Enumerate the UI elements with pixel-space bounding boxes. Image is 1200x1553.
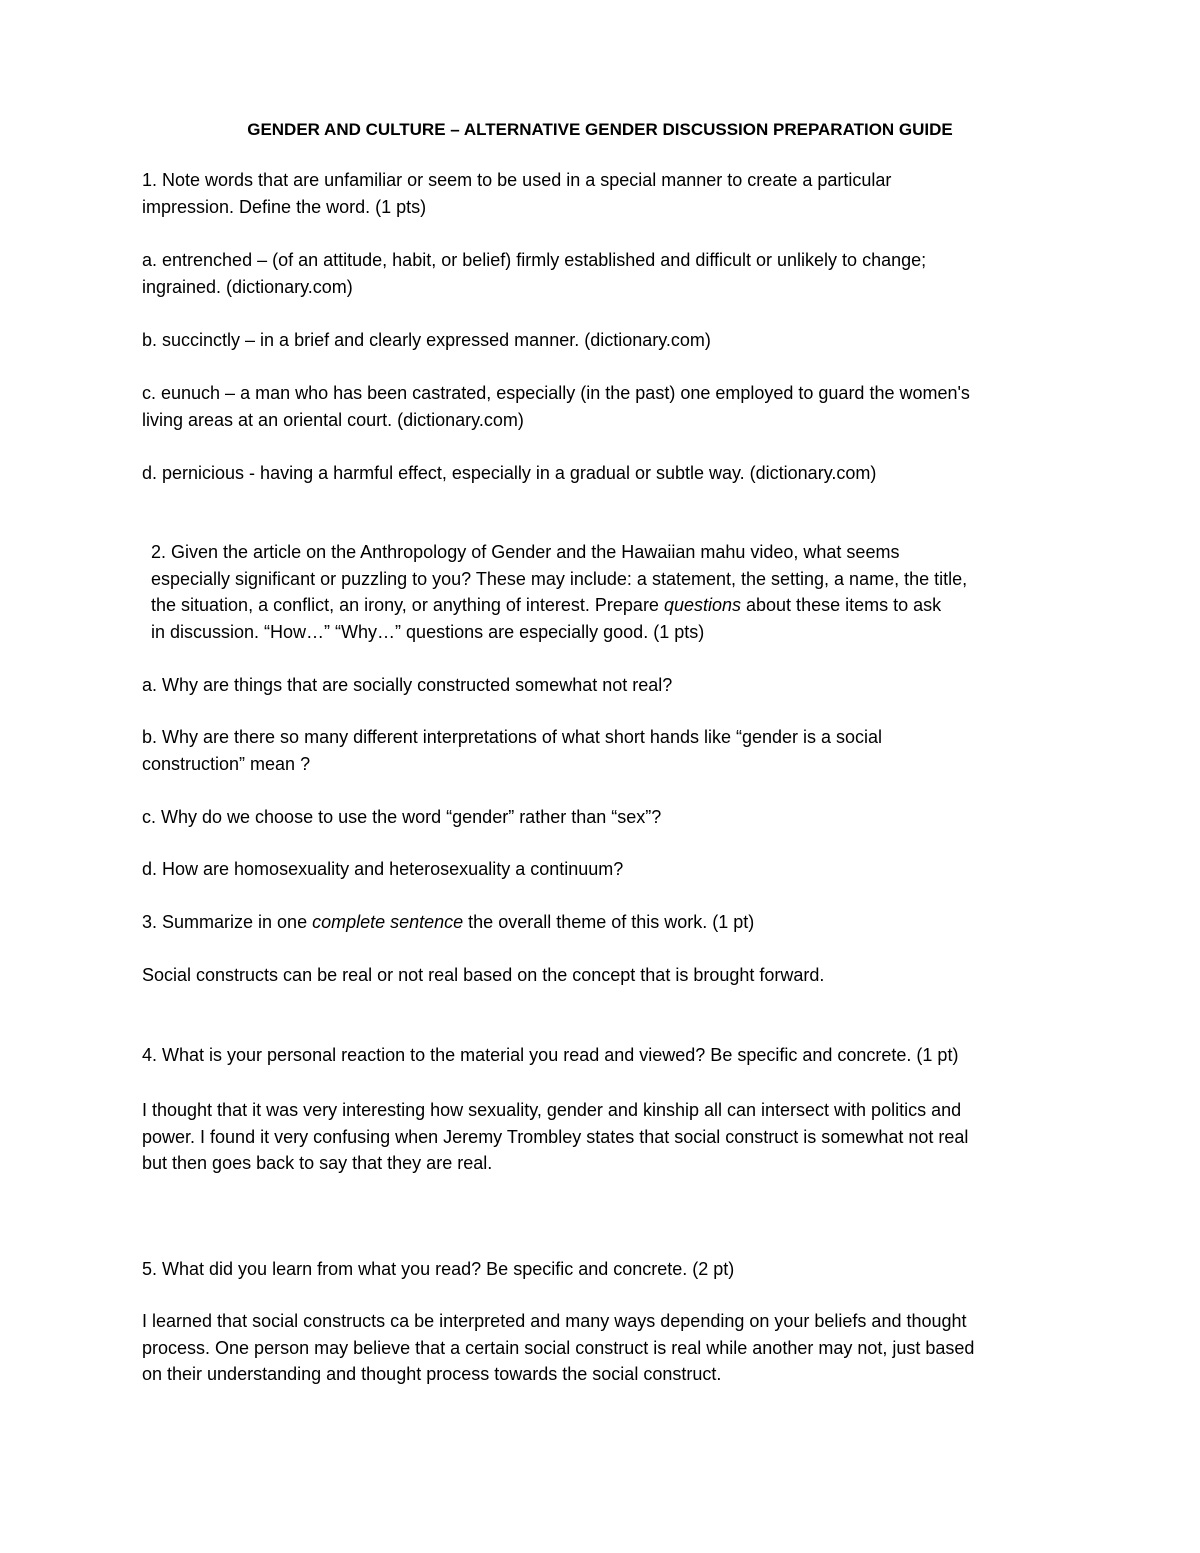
question-3-emphasis: complete sentence (312, 912, 464, 932)
answer-line: b. Why are there so many different interpretations of what short hands like “gender is a social (142, 727, 883, 747)
question-4 (142, 1042, 958, 1069)
question-2-line: in discussion. “How…” “Why…” questions are especially good. (1 pts) (151, 621, 705, 642)
answer-2d (142, 856, 623, 883)
question-5-line: 5. What did you learn from what you read? Be specific and concrete. (2 pt) (142, 1259, 735, 1279)
question-3-text: 3. Summarize in one (142, 912, 313, 932)
answer-4 (142, 1097, 968, 1177)
question-1 (142, 167, 891, 220)
answer-1a (142, 247, 926, 300)
question-2-emphasis: questions (663, 595, 742, 615)
answer-line: d. pernicious - having a harmful effect, especially in a gradual or subtle way. (dictionary.com) (142, 463, 877, 483)
question-2-line: 2. Given the article on the Anthropology of Gender and the Hawaiian mahu video, what seems (151, 542, 900, 562)
answer-1b (142, 327, 711, 354)
answer-line: b. succinctly – in a brief and clearly expressed manner. (dictionary.com) (142, 330, 711, 350)
answer-line: a. Why are things that are socially constructed somewhat not real? (142, 675, 673, 695)
question-1-line: 1. Note words that are unfamiliar or seem to be used in a special manner to create a particular (142, 170, 892, 190)
answer-2a (142, 672, 672, 699)
question-2-text: the situation, a conflict, an irony, or anything of interest. Prepare (151, 595, 664, 615)
answer-line: on their understanding and thought process towards the social construct. (142, 1364, 722, 1384)
question-3-text: the overall theme of this work. (1 pt) (463, 912, 755, 932)
answer-2c (142, 804, 661, 831)
answer-line: I learned that social constructs ca be interpreted and many ways depending on your beliefs and thought (142, 1311, 967, 1331)
question-4-line: 4. What is your personal reaction to the material you read and viewed? Be specific and concrete. (1 pt) (142, 1045, 959, 1065)
answer-line: d. How are homosexuality and heterosexuality a continuum? (142, 859, 624, 879)
answer-line: I thought that it was very interesting how sexuality, gender and kinship all can intersect with politics and (142, 1100, 962, 1120)
answer-line: but then goes back to say that they are real. (142, 1153, 493, 1173)
answer-line: Social constructs can be real or not real based on the concept that is brought forward. (142, 965, 825, 985)
question-3 (142, 909, 754, 936)
answer-3 (142, 962, 824, 989)
question-2-line (151, 592, 967, 619)
answer-line: living areas at an oriental court. (dictionary.com) (142, 409, 524, 430)
question-2-line: especially significant or puzzling to you? These may include: a statement, the setting, a name, the title, (151, 568, 968, 589)
answer-line: construction” mean ? (142, 753, 311, 774)
answer-1d (142, 460, 876, 487)
document-title: GENDER AND CULTURE – ALTERNATIVE GENDER DISCUSSION PREPARATION GUIDE (247, 120, 953, 139)
answer-1c (142, 380, 970, 433)
answer-line: c. eunuch – a man who has been castrated, especially (in the past) one employed to guard the women's (142, 383, 970, 403)
question-2-text: about these items to ask (741, 595, 942, 615)
question-1-line: impression. Define the word. (1 pts) (142, 196, 427, 217)
question-3-line (142, 909, 754, 936)
answer-2b (142, 724, 882, 777)
answer-line: ingrained. (dictionary.com) (142, 276, 353, 297)
answer-line: power. I found it very confusing when Jeremy Trombley states that social construct is somewhat not real (142, 1126, 969, 1147)
answer-line: process. One person may believe that a certain social construct is real while another may not, just based (142, 1337, 975, 1358)
question-5 (142, 1256, 734, 1283)
answer-line: c. Why do we choose to use the word “gender” rather than “sex”? (142, 807, 662, 827)
answer-line: a. entrenched – (of an attitude, habit, or belief) firmly established and difficult or unlikely to change; (142, 250, 927, 270)
question-2 (151, 539, 967, 645)
answer-5 (142, 1308, 974, 1388)
